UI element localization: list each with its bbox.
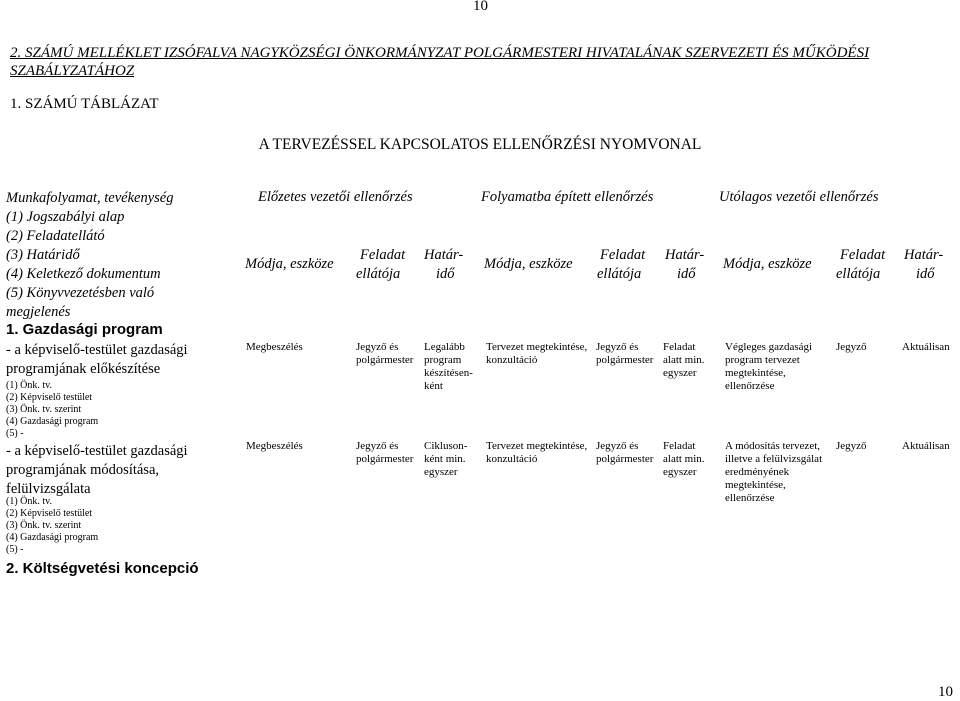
process-detail: (4) Gazdasági program: [6, 416, 99, 427]
process-detail: (3) Önk. tv. szerint: [6, 404, 82, 415]
process-line: - a képviselő-testület gazdasági: [6, 342, 188, 358]
table-subtitle: 1. SZÁMÚ TÁBLÁZAT: [10, 96, 159, 112]
subheader-mode: Módja, eszköze: [723, 256, 812, 272]
table-cell: Megbeszélés: [246, 440, 303, 452]
table-cell: A módosítás tervezet, illetve a felülvizsgálat eredményének megtekintése, ellenőrzése: [725, 440, 823, 504]
process-line: felülvizsgálata: [6, 481, 91, 497]
subheader-task: ellátója: [597, 266, 642, 282]
subheader-task: ellátója: [836, 266, 881, 282]
process-detail: (1) Önk. tv.: [6, 380, 53, 391]
process-detail: (5) -: [6, 544, 24, 555]
table-cell: Tervezet megtekintése, konzultáció: [486, 440, 588, 465]
left-header-line: (5) Könyvvezetésben való: [6, 285, 155, 301]
table-cell: Legalább program készítésen- ként: [424, 341, 473, 392]
table-cell: Aktuálisan: [902, 341, 950, 353]
subheader-mode: Módja, eszköze: [484, 256, 573, 272]
left-header-line: (4) Keletkező dokumentum: [6, 266, 161, 282]
table-cell: Jegyző és polgármester: [356, 440, 414, 465]
subheader-task: Feladat: [360, 247, 406, 263]
document-title: 2. SZÁMÚ MELLÉKLET IZSÓFALVA NAGYKÖZSÉGI ÖNKORMÁNYZAT POLGÁRMESTERI HIVATALÁNAK SZERVEZETI ÉS MŰKÖDÉSI SZABÁLYZATÁHOZ: [10, 45, 870, 79]
table-heading: A TERVEZÉSSEL KAPCSOLATOS ELLENŐRZÉSI NYOMVONAL: [258, 136, 702, 153]
section-title: 2. Költségvetési koncepció: [6, 560, 199, 577]
process-line: programjának előkészítése: [6, 361, 161, 377]
left-header-line: (1) Jogszabályi alap: [6, 209, 125, 225]
left-header-line: (3) Határidő: [6, 247, 80, 263]
page-number-top: 10: [473, 0, 488, 14]
process-line: programjának módosítása,: [6, 462, 160, 478]
process-line: - a képviselő-testület gazdasági: [6, 443, 188, 459]
table-cell: Jegyző: [836, 341, 867, 353]
subheader-deadline: Határ-: [904, 247, 944, 263]
subheader-deadline: idő: [916, 266, 935, 282]
subheader-task: ellátója: [356, 266, 401, 282]
subheader-mode: Módja, eszköze: [245, 256, 334, 272]
subheader-deadline: Határ-: [424, 247, 464, 263]
subheader-task: Feladat: [840, 247, 886, 263]
table-cell: Aktuálisan: [902, 440, 950, 452]
process-detail: (2) Képviselő testület: [6, 508, 93, 519]
subheader-deadline: idő: [436, 266, 455, 282]
page-number-bottom: 10: [938, 684, 953, 700]
group-header-process: Folyamatba épített ellenőrzés: [481, 189, 654, 205]
table-cell: Jegyző és polgármester: [596, 341, 654, 366]
table-cell: Megbeszélés: [246, 341, 303, 353]
subheader-deadline: Határ-: [665, 247, 705, 263]
subheader-deadline: idő: [677, 266, 696, 282]
process-detail: (5) -: [6, 428, 24, 439]
group-header-subsequent: Utólagos vezetői ellenőrzés: [719, 189, 879, 205]
left-header-line: Munkafolyamat, tevékenység: [6, 190, 174, 206]
table-cell: Végleges gazdasági program tervezet megtekintése, ellenőrzése: [725, 341, 813, 392]
table-cell: Feladat alatt min. egyszer: [663, 341, 705, 379]
table-cell: Tervezet megtekintése, konzultáció: [486, 341, 588, 366]
process-detail: (2) Képviselő testület: [6, 392, 93, 403]
table-cell: Cikluson- ként min. egyszer: [424, 440, 468, 478]
table-cell: Feladat alatt min. egyszer: [663, 440, 705, 478]
table-cell: Jegyző és polgármester: [596, 440, 654, 465]
group-header-preliminary: Előzetes vezetői ellenőrzés: [258, 189, 413, 205]
process-detail: (4) Gazdasági program: [6, 532, 99, 543]
left-header-line: megjelenés: [6, 304, 71, 320]
process-detail: (1) Önk. tv.: [6, 496, 53, 507]
left-header-line: (2) Feladatellátó: [6, 228, 105, 244]
table-cell: Jegyző: [836, 440, 867, 452]
table-cell: Jegyző és polgármester: [356, 341, 414, 366]
section-title: 1. Gazdasági program: [6, 321, 163, 338]
subheader-task: Feladat: [600, 247, 646, 263]
process-detail: (3) Önk. tv. szerint: [6, 520, 82, 531]
